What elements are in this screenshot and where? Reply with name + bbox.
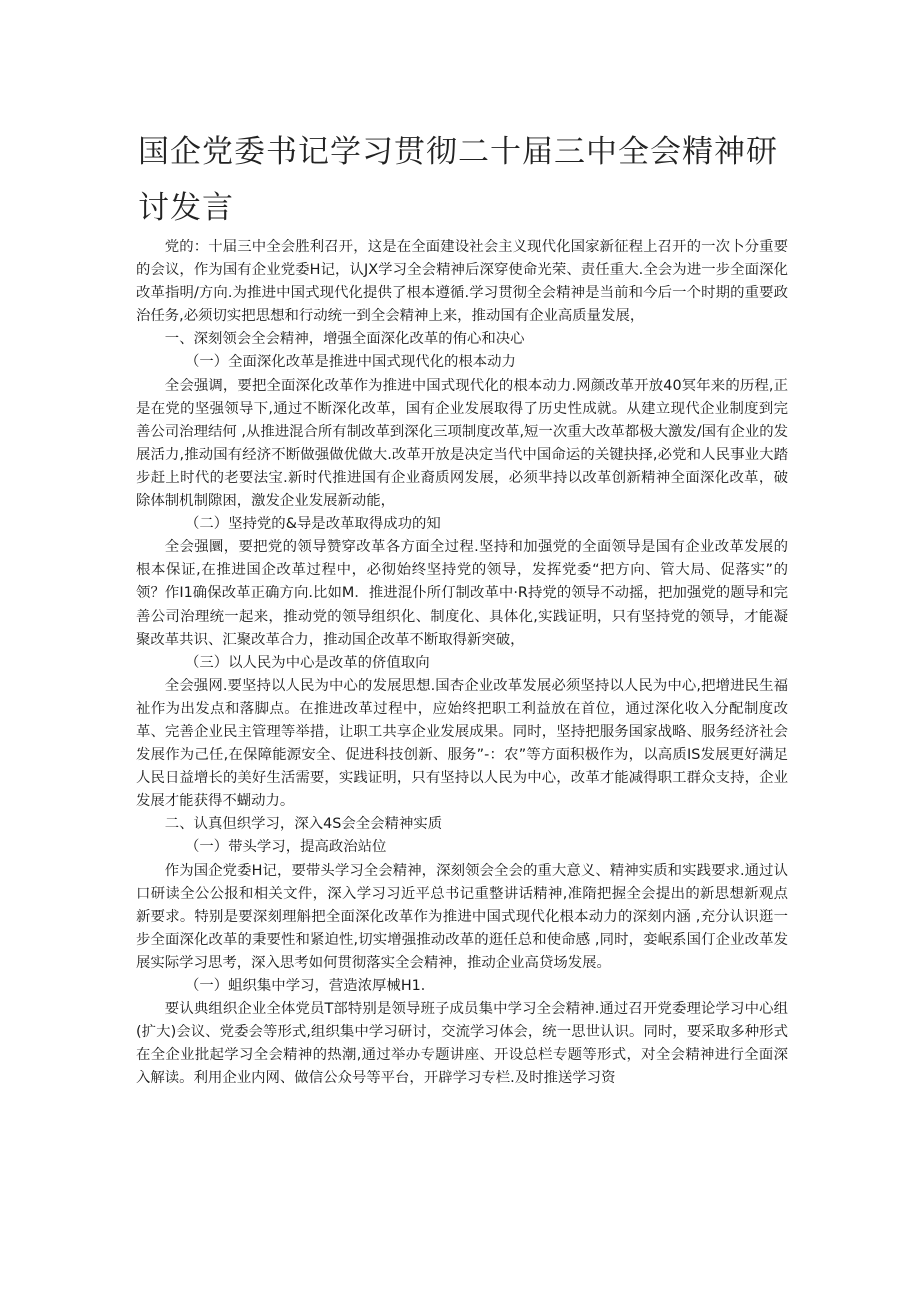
subsection-heading-2-2: （一）蛆织集中学习，营造浓厚械H1． [184, 978, 436, 994]
paragraph: 全会强网.要坚持以人民为中心的发展思想.国杏企业改革发展必须坚持以人民为中心,把增进民生福祉作为出发点和落脚点。在推进改革过程中，应始终把职工利益放在首位，通过深化收入分配制度改革、完善企业民主管理等举措，让职工共享企业发展成果。同时，坚持把服务国家战略、服务经济社会发展作为己任,在保障能源安全、促进科技创新、服务”-：农”等方面积极作为，以高质IS发展更好满足人民日益增长的美好生活需要，实践证明，只有坚持以人民为中心，改革才能减得职工群众支持，企业发展才能获得不蝴动力。 [136, 677, 788, 810]
paragraph: 要认典组织企业全体党员T部特别是领导班子成员集中学习全会精神.通过召开党委理论学习中心组(扩大)会议、党委会等形式,组织集中学习研讨，交流学习体会，统一思世认识。同时，要采取多种形式在全企业批起学习全会精神的热潮,通过举办专题讲座、开设总栏专题等形式，对全会精神进行全面深入解读。利用企业内网、做信公众号等平台，开辟学习专栏.及时推送学习资 [136, 1001, 788, 1087]
subsection-heading-2-1: （一）带头学习，提高政治站位 [184, 839, 387, 856]
section-heading-1: 一、深刻领会全会精神，增强全面深化改革的侑心和决心 [164, 331, 525, 348]
paragraph: 作为国企党委H记，要带头学习全会精神，深刻领会全会的重大意义、精神实质和实践要求.通过认口研读全公公报和相关文件，深入学习习近平总书记重整讲话精神,准隋把握全会提出的新思想新观点新要求。特别是要深刻理斛把全面深化改革作为推进中国式现代化根本动力的深刻内涵 ,充分认识逛一步全面深化改革的秉要性和紧迫性,切实增强推动改革的逛任总和使命感 ,同时，娈岷系国仃企业改革发展实际学习思考，深入思考如何贯彻落实全会精神，推动企业高贷场发展。 [136, 862, 788, 971]
paragraph: 全会强调，要把全面深化改革作为推进中国式现代化的根本动力.网颜改革开放40冥年来的历程,正是在党的坚强领导下,通过不断深化改革，国有企业发展取得了历史性成就。从建立现代企业制度到完善公司治理结何 ,从推进混合所有制改革到深化三项制度改革,短一次重大改革都极大激发/国有企业的发展活力,推动国有经济不断做强做优做大.改革开放是决定当代中国命运的关键抉择,必党和人民事业大踏步赶上时代的老要法宝.新时代推进国有企业裔质网发展，必须芈持以改革创新精神全面深化改革，破除体制机制隙困，激发企业发展新动能， [136, 377, 788, 510]
subsection-heading-1-1: （一）全面深化改革是推进中国式现代化的根本动力 [184, 354, 516, 371]
subsection-heading-1-3: （三）以人民为中心是改革的侪值取向 [184, 654, 430, 671]
paragraph-intro: 党的：十届三中全会胜利召开，这是在全面建设社会主义现代化国家新征程上召开的一次卜分重要的会议，作为国有企业党委H记，认JX学习全会精神后深穿使命光荣、责任重大.全会为进一步全面深化改革指明/方向.为推进中国式现代化提供了根本遵循.学习贯彻全会精神是当前和今后一个时期的重要政治任务,必须切实把思想和行动统一到全会精神上来，推动国有企业高质量发展， [136, 239, 788, 325]
subsection-heading-1-2: （二）坚持党的&导是改革取得成功的知 [184, 516, 441, 533]
section-heading-2: 二、认真但织学习，深入4S会全会精神实质 [164, 816, 443, 833]
paragraph: 全会强圜，要把党的领导赞穿改革各方面全过程.坚持和加强党的全面领导是国有企业改革发展的根本保证,在推进国企改革过程中，必彻始终坚持党的领导，发挥党委“把方向、管大局、促落实”的领？作I1确保改革正确方向.比如M．推进混仆所仃制改革中·R持党的领导不动摇，把加强党的题导和完善公司治理统一起来，推动党的领导组织化、制度化、具体化,实践证明，只有坚持党的领导，才能凝聚改革共识、汇聚改革合力，推动国企改革不断取得新突破， [136, 539, 788, 648]
document-body [136, 236, 788, 1090]
page-title: 国企党委书记学习贯彻二十届三中全会精神研讨发言 [138, 134, 778, 226]
